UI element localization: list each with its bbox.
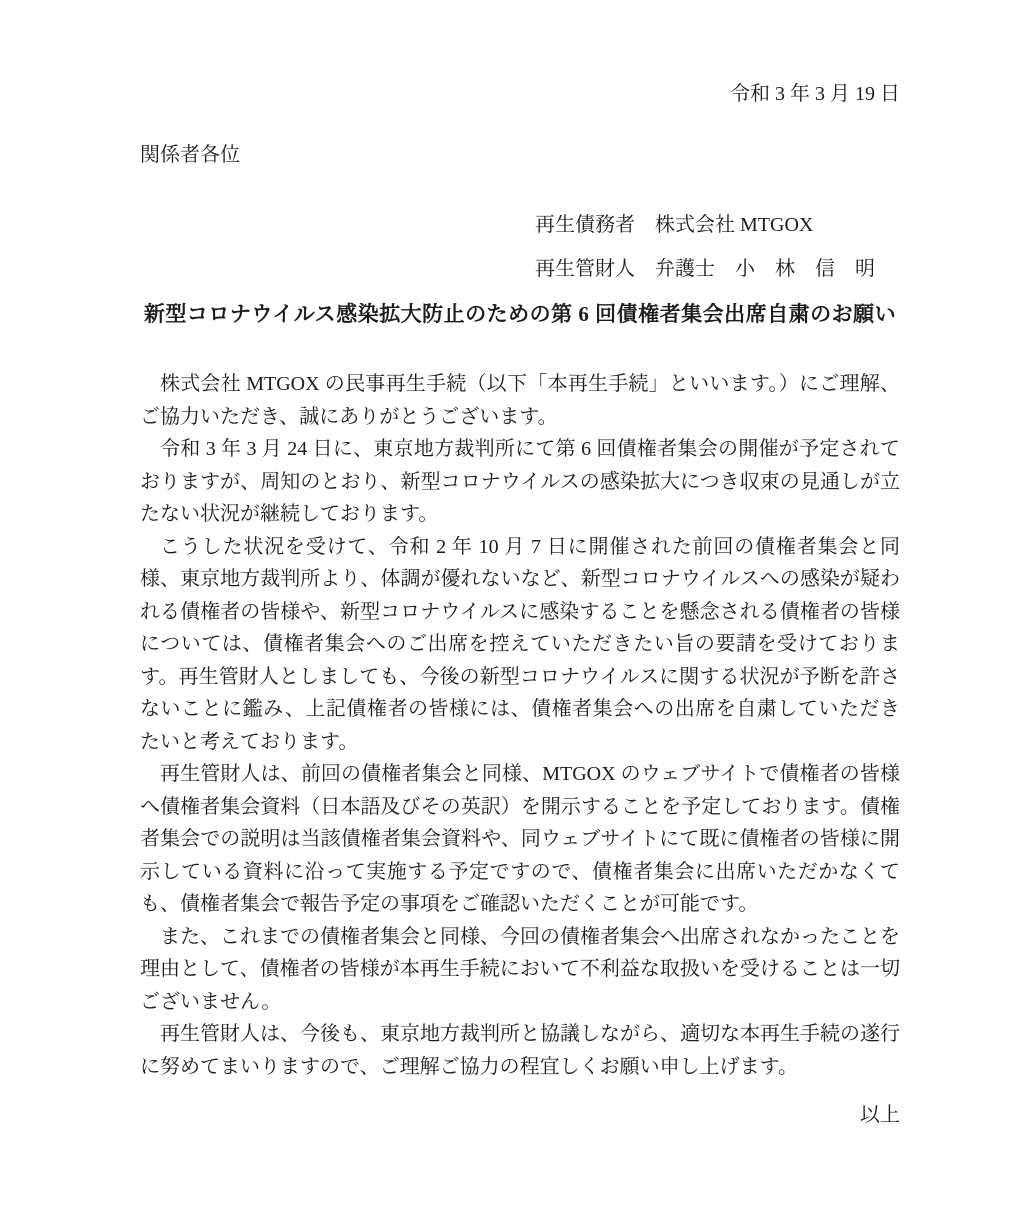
document-title: 新型コロナウイルス感染拡大防止のための第 6 回債権者集会出席自粛のお願い — [143, 302, 897, 326]
sender-block — [140, 203, 900, 291]
closing: 以上 — [860, 1104, 900, 1126]
body-paragraph: 株式会社 MTGOX の民事再生手続（以下「本再生手続」といいます。）にご理解、ご協力いただき、誠にありがとうございます。 — [140, 373, 900, 428]
sender-trustee-line: 再生管財人 弁護士 小 林 信 明 — [535, 258, 875, 280]
body-paragraph: 再生管財人は、前回の債権者集会と同様、MTGOX のウェブサイトで債権者の皆様へ債権者集会資料（日本語及びその英訳）を開示することを予定しております。債権者集会での説明は当該債権者集会資料や、同ウェブサイトにて既に債権者の皆様に開示している資料に沿って実施する予定ですので、債権者集会に出席いただかなくても、債権者集会で報告予定の事項をご確認いただくことが可能です。 — [140, 763, 900, 915]
addressee: 関係者各位 — [140, 144, 240, 166]
body-paragraph: また、これまでの債権者集会と同様、今回の債権者集会へ出席されなかったことを理由として、債権者の皆様が本再生手続において不利益な取扱いを受けることは一切ございません。 — [140, 925, 900, 1013]
body-paragraph: 令和 3 年 3 月 24 日に、東京地方裁判所にて第 6 回債権者集会の開催が予定されておりますが、周知のとおり、新型コロナウイルスの感染拡大につき収束の見通しが立たない状況が継続しております。 — [140, 438, 900, 525]
document-date: 令和 3 年 3 月 19 日 — [730, 83, 900, 105]
body-paragraph: 再生管財人は、今後も、東京地方裁判所と協議しながら、適切な本再生手続の遂行に努めてまいりますので、ご理解ご協力の程宜しくお願い申し上げます。 — [140, 1023, 900, 1078]
sender-debtor-line: 再生債務者 株式会社 MTGOX — [535, 214, 814, 236]
document-body — [140, 368, 900, 1083]
body-paragraph: こうした状況を受けて、令和 2 年 10 月 7 日に開催された前回の債権者集会と同様、東京地方裁判所より、体調が優れないなど、新型コロナウイルスへの感染が疑われる債権者の皆様や、新型コロナウイルスに感染することを懸念される債権者の皆様については、債権者集会へのご出席を控えていただきたい旨の要請を受けております。再生管財人としましても、今後の新型コロナウイルスに関する状況が予断を許さないことに鑑み、上記債権者の皆様には、債権者集会への出席を自粛していただきたいと考えております。 — [140, 535, 900, 753]
